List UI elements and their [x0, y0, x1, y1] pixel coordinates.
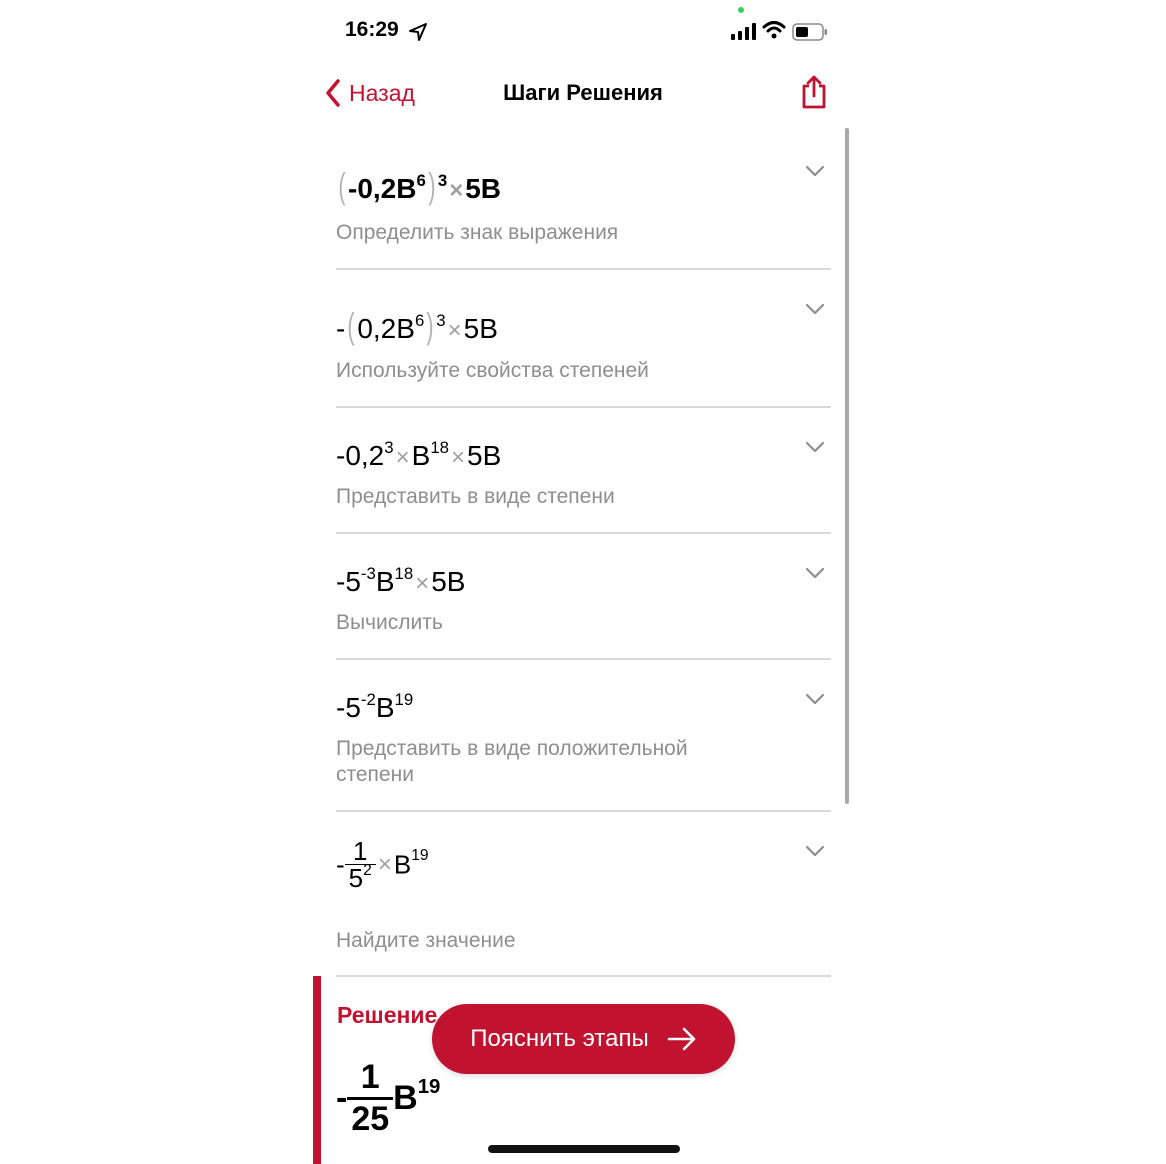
page-title: Шаги Решения: [503, 80, 663, 105]
chevron-down-icon[interactable]: [805, 692, 825, 706]
step-expression: $(-0,2B^6)$ $^3$×5B: [338, 165, 501, 206]
step-expression: $-5^{-3}B^{18}\times 5B$: [336, 563, 466, 597]
fraction: $\frac{1}{5^2}$: [345, 838, 376, 891]
step-5[interactable]: [336, 658, 831, 812]
explain-steps-label: Пояснить этапы: [470, 1025, 649, 1052]
step-4[interactable]: [336, 532, 831, 660]
arrow-right-icon: [667, 1027, 697, 1051]
fraction: $\frac{1}{25}$: [347, 1058, 393, 1139]
location-arrow-icon: [408, 22, 428, 42]
cellular-signal-icon: [731, 22, 757, 40]
explain-steps-button[interactable]: [432, 1004, 735, 1074]
step-description: Определить знак выражения: [336, 221, 619, 244]
step-expression: $-0,2^3\times B^{18}\times 5B$: [336, 437, 502, 471]
solution-title: Решение: [337, 1002, 438, 1028]
share-icon[interactable]: [800, 74, 828, 110]
battery-icon: [792, 23, 828, 41]
solution-expression: - $\frac{1}{25}$ $B^{19}$: [336, 1058, 441, 1138]
step-description: Найдите значение: [336, 929, 516, 952]
step-expression: - $\frac{1}{5^2}$ $\times B^{19}$: [336, 836, 429, 893]
step-6[interactable]: [336, 810, 831, 977]
step-description: Вычислить: [336, 611, 443, 634]
step-description: Представить в виде степени: [336, 485, 615, 508]
chevron-down-icon[interactable]: [805, 566, 825, 580]
step-expression: $-(0,2B^6)$ $^3$×5B: [336, 305, 498, 346]
privacy-indicator-dot: [738, 7, 744, 13]
step-1[interactable]: [336, 128, 831, 270]
wifi-icon: [762, 20, 786, 40]
chevron-down-icon[interactable]: [805, 302, 825, 316]
back-label: Назад: [349, 79, 415, 106]
chevron-down-icon[interactable]: [805, 440, 825, 454]
chevron-down-icon[interactable]: [805, 844, 825, 858]
step-2[interactable]: [336, 268, 831, 408]
solution-accent-bar: [313, 976, 321, 1164]
step-expression: $-5^{-2}B^{19}$: [336, 689, 414, 723]
step-description: Представить в виде положительной степени: [336, 737, 688, 786]
status-time: 16:29: [345, 18, 399, 41]
chevron-down-icon[interactable]: [805, 164, 825, 178]
scrollbar[interactable]: [845, 128, 849, 804]
home-indicator[interactable]: [488, 1145, 680, 1153]
step-3[interactable]: [336, 406, 831, 534]
step-description: Используйте свойства степеней: [336, 359, 649, 382]
